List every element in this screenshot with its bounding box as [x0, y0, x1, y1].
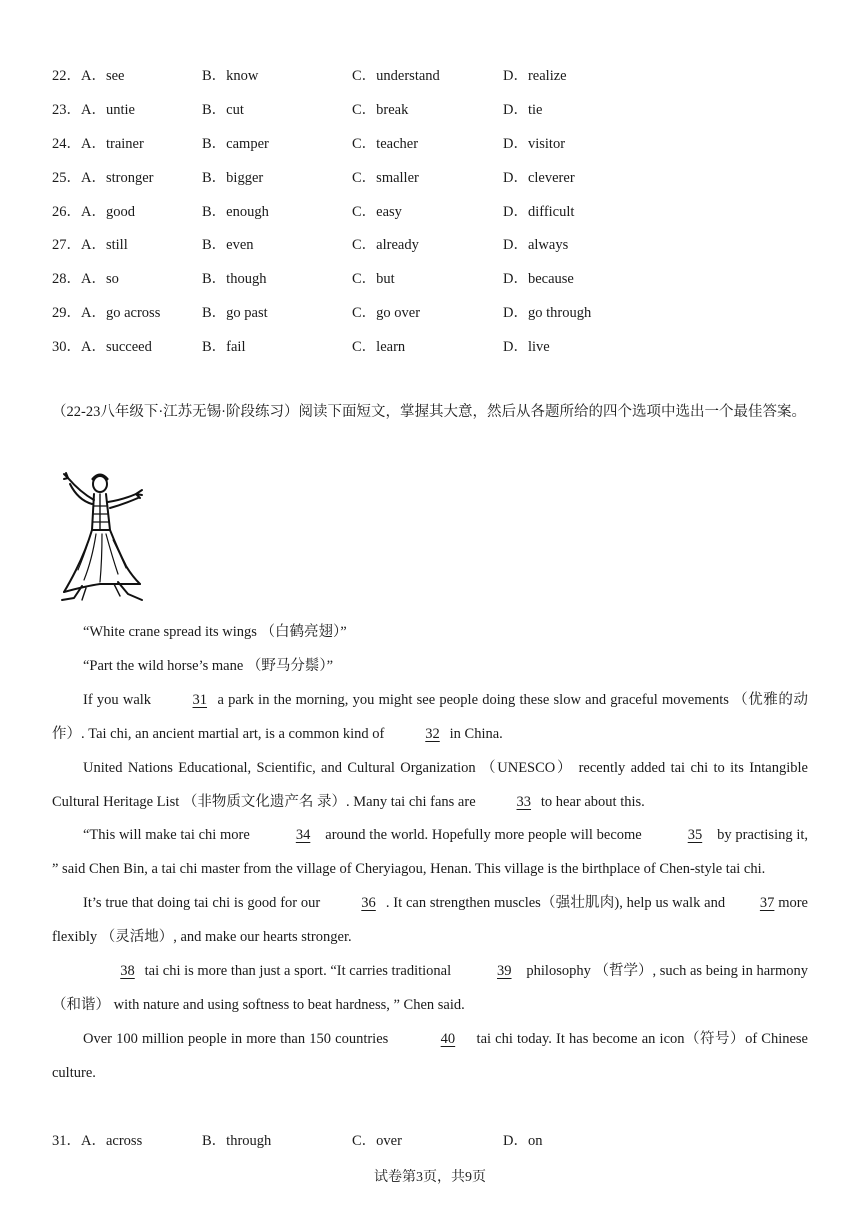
option-c: C．but: [352, 271, 395, 288]
option-a: 26． A．good: [52, 203, 135, 220]
option-a: 23． A．untie: [52, 102, 135, 119]
option-c: C．already: [352, 237, 419, 254]
blank-33: 33: [516, 793, 532, 810]
passage-paragraph: If you walk 31 a park in the morning, you might see people doing these slow and graceful movements （优雅的动作）. Tai chi, an ancient martial art, is a common kind of 32 in China.: [52, 684, 808, 752]
option-a: 29． A．go across: [52, 304, 161, 321]
question-row: [52, 227, 812, 261]
page-footer: 试卷第3页，共9页: [374, 1170, 486, 1185]
option-c: C．teacher: [352, 135, 419, 152]
option-d: D．realize: [503, 68, 567, 85]
options-list: [52, 58, 812, 362]
passage-paragraph: United Nations Educational, Scientific, and Cultural Organization （UNESCO） recently added tai chi to its Intangible Cultural Heritage List （非物质文化遗产名 录）. Many tai chi fans are 33 to hear about this.: [52, 752, 808, 820]
passage-line: “White crane spread its wings （白鹤亮翅）”: [83, 624, 347, 640]
question-row: [52, 92, 812, 126]
option-a: 31． A．across: [52, 1133, 143, 1150]
option-d: D．always: [503, 237, 569, 254]
blank-39: 39: [497, 963, 512, 980]
blank-37: 37: [759, 895, 775, 912]
option-b: B．bigger: [202, 169, 264, 186]
blank-31: 31: [192, 691, 208, 708]
blank-40: 40: [440, 1030, 456, 1047]
option-b: B．camper: [202, 135, 269, 152]
option-c: C．go over: [352, 304, 421, 321]
option-a: 25． A．stronger: [52, 169, 154, 186]
option-d: D．on: [503, 1133, 543, 1150]
tai-chi-figure-illustration: [56, 470, 154, 606]
option-c: C．smaller: [352, 169, 419, 186]
reading-passage: [52, 616, 808, 1091]
section-instructions: （22-23八年级下·江苏无锡·阶段练习）阅读下面短文，掌握其大意，然后从各题所给的四个选项中选出一个最佳答案。: [52, 404, 806, 420]
question-row: [52, 295, 812, 329]
option-a: 22． A．see: [52, 68, 125, 85]
question-row: [52, 159, 812, 193]
option-c: C．over: [352, 1133, 402, 1150]
question-row: [52, 328, 812, 362]
option-a: 27． A．still: [52, 237, 128, 254]
option-b: B．through: [202, 1133, 272, 1150]
question-row: [52, 261, 812, 295]
passage-paragraph: “This will make tai chi more 34 around the world. Hopefully more people will become 35 by practising it, ” said Chen Bin, a tai chi master from the village of Cheryiagou, Henan. This village is the birthplace of Chen-style tai chi.: [52, 819, 808, 887]
option-c: C．easy: [352, 203, 402, 220]
option-b: B．fail: [202, 338, 246, 355]
option-b: B．even: [202, 237, 254, 254]
option-b: B．though: [202, 271, 267, 288]
question-row: [52, 126, 812, 160]
option-d: D．live: [503, 338, 550, 355]
option-d: D．visitor: [503, 135, 566, 152]
passage-line: “Part the wild horse’s mane （野马分鬃）”: [83, 657, 334, 674]
option-c: C．understand: [352, 68, 440, 85]
blank-34: 34: [295, 827, 311, 844]
blank-38: 38: [120, 963, 135, 980]
question-row: [52, 193, 812, 227]
option-d: D．because: [503, 271, 574, 288]
option-b: B．go past: [202, 304, 268, 321]
option-d: D．cleverer: [503, 169, 575, 186]
option-a: 24． A．trainer: [52, 135, 144, 152]
option-b: B．enough: [202, 203, 269, 220]
blank-36: 36: [361, 895, 376, 912]
blank-32: 32: [425, 725, 440, 742]
passage-paragraph: 38 tai chi is more than just a sport. “It carries traditional 39 philosophy （哲学）, such as being in harmony（和谐） with nature and using softness to beat hardness, ” Chen said.: [52, 955, 808, 1023]
question-row: [52, 1123, 812, 1157]
option-c: C．learn: [352, 338, 406, 355]
option-b: B．cut: [202, 102, 244, 119]
passage-paragraph: It’s true that doing tai chi is good for our 36 . It can strengthen muscles（强壮肌肉), help us walk and 37 more flexibly （灵活地）, and make our hearts stronger.: [52, 887, 808, 955]
blank-35: 35: [687, 827, 703, 844]
option-c: C．break: [352, 102, 409, 119]
option-d: D．difficult: [503, 203, 575, 220]
option-a: 30． A．succeed: [52, 338, 152, 355]
passage-paragraph: Over 100 million people in more than 150 countries 40 tai chi today. It has become an icon（符号）of Chinese culture.: [52, 1023, 808, 1091]
option-d: D．tie: [503, 102, 543, 119]
option-a: 28． A．so: [52, 271, 119, 288]
option-b: B．know: [202, 68, 259, 85]
option-d: D．go through: [503, 304, 592, 321]
question-row: [52, 58, 812, 92]
